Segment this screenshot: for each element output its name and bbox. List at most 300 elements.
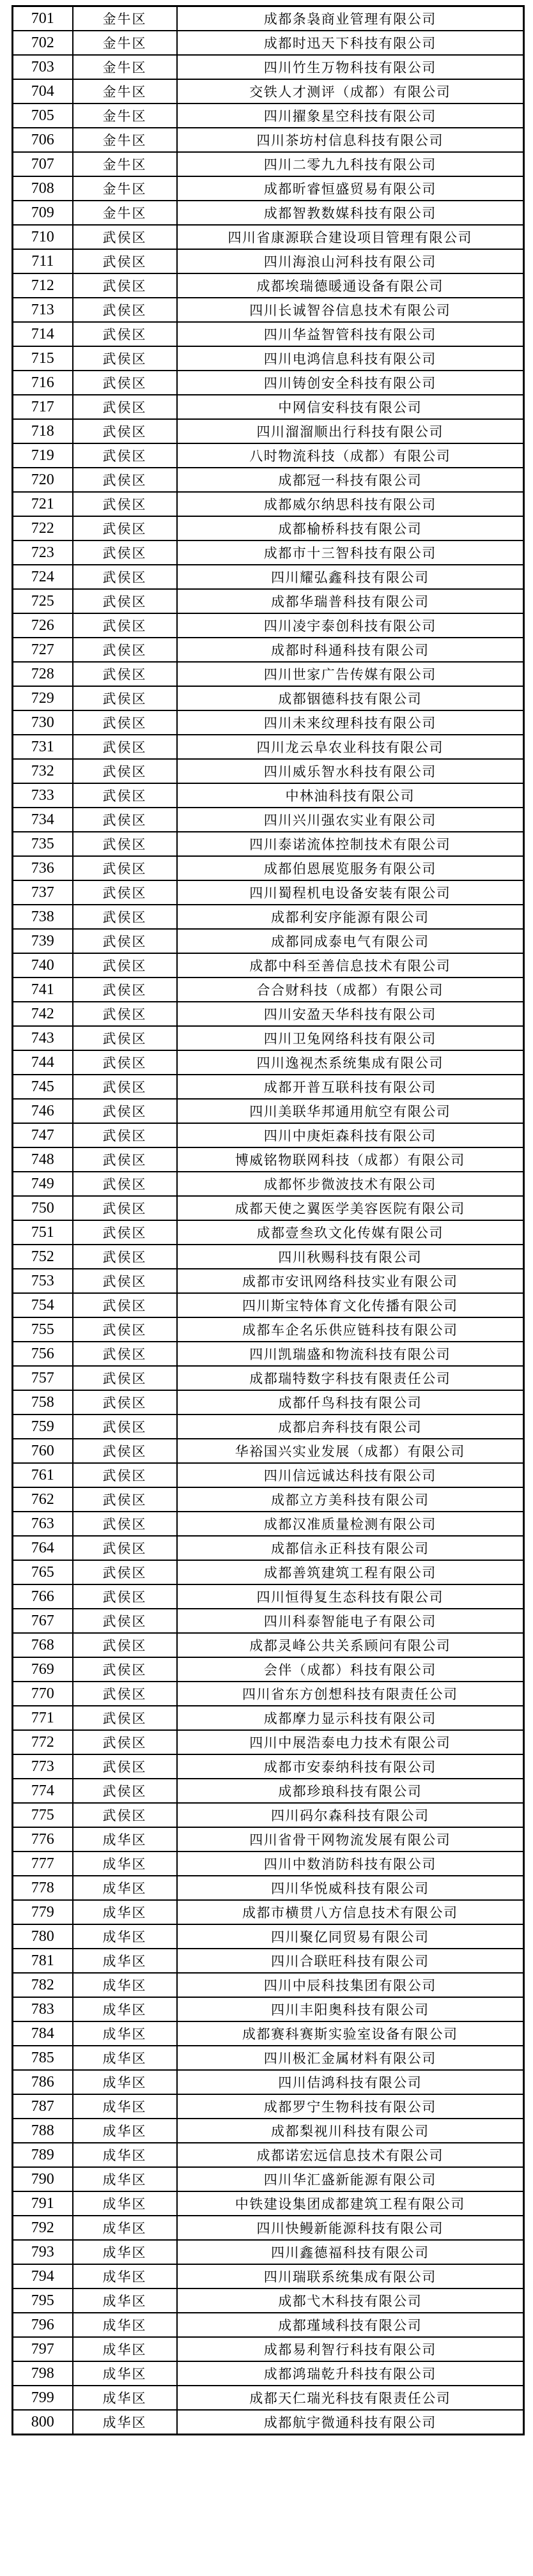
company-name-cell: 成都鸿瑞乾升科技有限公司 <box>177 2361 524 2386</box>
table-row <box>13 2386 524 2410</box>
row-number-cell: 756 <box>13 1342 73 1366</box>
row-number-cell: 784 <box>13 2021 73 2046</box>
row-number-cell: 748 <box>13 1147 73 1172</box>
table-row <box>13 1973 524 1997</box>
company-name-cell: 成都智教数媒科技有限公司 <box>177 201 524 225</box>
company-name-cell: 成都中科至善信息技术有限公司 <box>177 953 524 977</box>
district-cell: 武侯区 <box>73 1463 177 1487</box>
table-row <box>13 1609 524 1633</box>
table-row <box>13 1827 524 1851</box>
company-name-cell: 四川二零九九科技有限公司 <box>177 152 524 176</box>
row-number-cell: 773 <box>13 1754 73 1779</box>
company-name-cell: 四川省东方创想科技有限责任公司 <box>177 1682 524 1706</box>
table-row <box>13 468 524 492</box>
company-name-cell: 成都弋木科技有限公司 <box>177 2288 524 2313</box>
row-number-cell: 755 <box>13 1317 73 1342</box>
district-cell: 武侯区 <box>73 1342 177 1366</box>
row-number-cell: 796 <box>13 2313 73 2337</box>
company-name-cell: 华裕国兴实业发展（成都）有限公司 <box>177 1439 524 1463</box>
table-row <box>13 1002 524 1026</box>
table-row <box>13 1706 524 1730</box>
row-number-cell: 769 <box>13 1657 73 1682</box>
district-cell: 武侯区 <box>73 808 177 832</box>
company-name-cell: 成都伯恩展览服务有限公司 <box>177 856 524 880</box>
company-name-cell: 四川快鳗新能源科技有限公司 <box>177 2216 524 2240</box>
district-cell: 武侯区 <box>73 1293 177 1317</box>
table-row <box>13 2264 524 2288</box>
company-name-cell: 中林油科技有限公司 <box>177 783 524 808</box>
district-cell: 武侯区 <box>73 443 177 468</box>
district-cell: 武侯区 <box>73 905 177 929</box>
table-row <box>13 1196 524 1220</box>
company-name-cell: 四川凌宇泰创科技有限公司 <box>177 613 524 638</box>
table-row <box>13 1147 524 1172</box>
table-row <box>13 322 524 346</box>
row-number-cell: 754 <box>13 1293 73 1317</box>
row-number-cell: 781 <box>13 1949 73 1973</box>
row-number-cell: 762 <box>13 1487 73 1512</box>
district-cell: 金牛区 <box>73 6 177 31</box>
row-number-cell: 758 <box>13 1390 73 1414</box>
table-row <box>13 1924 524 1949</box>
district-cell: 武侯区 <box>73 1196 177 1220</box>
company-name-cell: 成都汉准质量检测有限公司 <box>177 1512 524 1536</box>
district-cell: 成华区 <box>73 1997 177 2021</box>
company-name-cell: 四川华悦威科技有限公司 <box>177 1876 524 1900</box>
company-name-cell: 成都市横贯八方信息技术有限公司 <box>177 1900 524 1924</box>
table-row <box>13 103 524 128</box>
row-number-cell: 741 <box>13 977 73 1002</box>
row-number-cell: 733 <box>13 783 73 808</box>
table-row <box>13 1633 524 1657</box>
row-number-cell: 723 <box>13 540 73 565</box>
district-cell: 武侯区 <box>73 516 177 540</box>
district-cell: 武侯区 <box>73 322 177 346</box>
company-name-cell: 四川科泰智能电子有限公司 <box>177 1609 524 1633</box>
company-name-cell: 四川擢象星空科技有限公司 <box>177 103 524 128</box>
district-cell: 武侯区 <box>73 1536 177 1560</box>
row-number-cell: 797 <box>13 2337 73 2361</box>
district-cell: 金牛区 <box>73 201 177 225</box>
company-name-cell: 成都时迅天下科技有限公司 <box>177 31 524 55</box>
company-name-cell: 四川逸视杰系统集成有限公司 <box>177 1050 524 1075</box>
company-name-cell: 成都天使之翼医学美容医院有限公司 <box>177 1196 524 1220</box>
district-cell: 成华区 <box>73 1973 177 1997</box>
company-name-cell: 成都壹叁玖文化传媒有限公司 <box>177 1220 524 1245</box>
district-cell: 武侯区 <box>73 1706 177 1730</box>
row-number-cell: 749 <box>13 1172 73 1196</box>
district-cell: 武侯区 <box>73 977 177 1002</box>
row-number-cell: 704 <box>13 79 73 103</box>
row-number-cell: 716 <box>13 371 73 395</box>
district-cell: 成华区 <box>73 1827 177 1851</box>
table-row <box>13 1584 524 1609</box>
district-cell: 武侯区 <box>73 1002 177 1026</box>
company-name-cell: 成都市安泰纳科技有限公司 <box>177 1754 524 1779</box>
table-row <box>13 1414 524 1439</box>
district-cell: 武侯区 <box>73 1317 177 1342</box>
company-name-cell: 四川丰阳奥科技有限公司 <box>177 1997 524 2021</box>
row-number-cell: 708 <box>13 176 73 201</box>
district-cell: 武侯区 <box>73 1439 177 1463</box>
table-row <box>13 1075 524 1099</box>
row-number-cell: 766 <box>13 1584 73 1609</box>
table-row <box>13 2119 524 2143</box>
district-cell: 武侯区 <box>73 225 177 249</box>
district-cell: 武侯区 <box>73 419 177 443</box>
table-row <box>13 346 524 371</box>
district-cell: 成华区 <box>73 2167 177 2191</box>
company-name-cell: 博威铭物联网科技（成都）有限公司 <box>177 1147 524 1172</box>
company-table <box>12 5 525 2435</box>
table-row <box>13 808 524 832</box>
row-number-cell: 761 <box>13 1463 73 1487</box>
table-row <box>13 1900 524 1924</box>
district-cell: 武侯区 <box>73 710 177 735</box>
table-row <box>13 1779 524 1803</box>
district-cell: 武侯区 <box>73 1172 177 1196</box>
table-row <box>13 152 524 176</box>
row-number-cell: 740 <box>13 953 73 977</box>
row-number-cell: 792 <box>13 2216 73 2240</box>
district-cell: 武侯区 <box>73 953 177 977</box>
district-cell: 武侯区 <box>73 613 177 638</box>
district-cell: 武侯区 <box>73 1730 177 1754</box>
row-number-cell: 753 <box>13 1269 73 1293</box>
table-row <box>13 6 524 31</box>
table-row <box>13 1317 524 1342</box>
company-name-cell: 成都航宇微通科技有限公司 <box>177 2410 524 2435</box>
row-number-cell: 742 <box>13 1002 73 1026</box>
table-row <box>13 371 524 395</box>
table-row <box>13 1245 524 1269</box>
district-cell: 成华区 <box>73 2070 177 2094</box>
table-row <box>13 443 524 468</box>
company-name-cell: 成都车企名乐供应链科技有限公司 <box>177 1317 524 1342</box>
table-row <box>13 953 524 977</box>
district-cell: 武侯区 <box>73 1779 177 1803</box>
table-row <box>13 298 524 322</box>
company-name-cell: 四川电鸿信息科技有限公司 <box>177 346 524 371</box>
company-name-cell: 四川龙云阜农业科技有限公司 <box>177 735 524 759</box>
company-name-cell: 四川中展浩泰电力技术有限公司 <box>177 1730 524 1754</box>
row-number-cell: 760 <box>13 1439 73 1463</box>
table-row <box>13 710 524 735</box>
company-name-cell: 成都市安讯网络科技实业有限公司 <box>177 1269 524 1293</box>
row-number-cell: 709 <box>13 201 73 225</box>
company-name-cell: 四川鑫德福科技有限公司 <box>177 2240 524 2264</box>
company-name-cell: 四川合联旺科技有限公司 <box>177 1949 524 1973</box>
district-cell: 武侯区 <box>73 929 177 953</box>
table-row <box>13 1269 524 1293</box>
table-row <box>13 1172 524 1196</box>
company-name-cell: 成都灵峰公共关系顾问有限公司 <box>177 1633 524 1657</box>
company-name-cell: 交铁人才测评（成都）有限公司 <box>177 79 524 103</box>
district-cell: 成华区 <box>73 2021 177 2046</box>
company-name-cell: 成都怀步微波技术有限公司 <box>177 1172 524 1196</box>
company-name-cell: 四川茶坊村信息科技有限公司 <box>177 128 524 152</box>
row-number-cell: 714 <box>13 322 73 346</box>
row-number-cell: 738 <box>13 905 73 929</box>
company-name-cell: 成都榆桥科技有限公司 <box>177 516 524 540</box>
company-name-cell: 成都诺宏远信息技术有限公司 <box>177 2143 524 2167</box>
district-cell: 武侯区 <box>73 1123 177 1147</box>
district-cell: 成华区 <box>73 2337 177 2361</box>
district-cell: 成华区 <box>73 2410 177 2435</box>
table-row <box>13 516 524 540</box>
row-number-cell: 715 <box>13 346 73 371</box>
company-name-cell: 成都同成泰电气有限公司 <box>177 929 524 953</box>
table-row <box>13 1026 524 1050</box>
row-number-cell: 736 <box>13 856 73 880</box>
row-number-cell: 712 <box>13 273 73 298</box>
district-cell: 武侯区 <box>73 1220 177 1245</box>
row-number-cell: 789 <box>13 2143 73 2167</box>
company-name-cell: 四川凯瑞盛和物流科技有限公司 <box>177 1342 524 1366</box>
district-cell: 武侯区 <box>73 880 177 905</box>
district-cell: 武侯区 <box>73 273 177 298</box>
district-cell: 武侯区 <box>73 492 177 516</box>
table-row <box>13 79 524 103</box>
row-number-cell: 731 <box>13 735 73 759</box>
row-number-cell: 726 <box>13 613 73 638</box>
table-row <box>13 2313 524 2337</box>
table-row <box>13 176 524 201</box>
district-cell: 武侯区 <box>73 371 177 395</box>
company-name-cell: 四川极汇金属材料有限公司 <box>177 2046 524 2070</box>
district-cell: 武侯区 <box>73 1269 177 1293</box>
district-cell: 金牛区 <box>73 31 177 55</box>
row-number-cell: 759 <box>13 1414 73 1439</box>
table-row <box>13 1536 524 1560</box>
company-name-cell: 成都威尔纳思科技有限公司 <box>177 492 524 516</box>
row-number-cell: 768 <box>13 1633 73 1657</box>
table-row <box>13 2337 524 2361</box>
table-row <box>13 1050 524 1075</box>
row-number-cell: 790 <box>13 2167 73 2191</box>
row-number-cell: 744 <box>13 1050 73 1075</box>
company-name-cell: 四川竹生万物科技有限公司 <box>177 55 524 79</box>
district-cell: 成华区 <box>73 2119 177 2143</box>
row-number-cell: 791 <box>13 2191 73 2216</box>
row-number-cell: 721 <box>13 492 73 516</box>
row-number-cell: 707 <box>13 152 73 176</box>
district-cell: 金牛区 <box>73 55 177 79</box>
table-row <box>13 2216 524 2240</box>
district-cell: 武侯区 <box>73 540 177 565</box>
district-cell: 武侯区 <box>73 759 177 783</box>
row-number-cell: 739 <box>13 929 73 953</box>
table-row <box>13 2191 524 2216</box>
company-name-cell: 四川省骨干网物流发展有限公司 <box>177 1827 524 1851</box>
company-name-cell: 四川长诚智谷信息技术有限公司 <box>177 298 524 322</box>
row-number-cell: 763 <box>13 1512 73 1536</box>
company-name-cell: 四川铸创安全科技有限公司 <box>177 371 524 395</box>
table-row <box>13 613 524 638</box>
table-row <box>13 225 524 249</box>
table-row <box>13 1754 524 1779</box>
district-cell: 武侯区 <box>73 249 177 273</box>
row-number-cell: 734 <box>13 808 73 832</box>
table-row <box>13 1851 524 1876</box>
district-cell: 金牛区 <box>73 103 177 128</box>
district-cell: 成华区 <box>73 1876 177 1900</box>
company-name-cell: 成都仟鸟科技有限公司 <box>177 1390 524 1414</box>
row-number-cell: 777 <box>13 1851 73 1876</box>
company-name-cell: 会伴（成都）科技有限公司 <box>177 1657 524 1682</box>
district-cell: 成华区 <box>73 2386 177 2410</box>
district-cell: 成华区 <box>73 2094 177 2119</box>
company-name-cell: 四川秋赐科技有限公司 <box>177 1245 524 1269</box>
district-cell: 武侯区 <box>73 1050 177 1075</box>
company-name-cell: 成都铟德科技有限公司 <box>177 686 524 710</box>
row-number-cell: 732 <box>13 759 73 783</box>
company-name-cell: 成都昕睿恒盛贸易有限公司 <box>177 176 524 201</box>
table-row <box>13 1997 524 2021</box>
table-row <box>13 1657 524 1682</box>
district-cell: 成华区 <box>73 1851 177 1876</box>
table-row <box>13 589 524 613</box>
table-row <box>13 1123 524 1147</box>
row-number-cell: 745 <box>13 1075 73 1099</box>
table-row <box>13 686 524 710</box>
company-name-cell: 成都利安序能源有限公司 <box>177 905 524 929</box>
table-row <box>13 1366 524 1390</box>
row-number-cell: 705 <box>13 103 73 128</box>
company-name-cell: 成都珍琅科技有限公司 <box>177 1779 524 1803</box>
row-number-cell: 794 <box>13 2264 73 2288</box>
row-number-cell: 729 <box>13 686 73 710</box>
company-table-body <box>13 6 524 2435</box>
company-name-cell: 四川省康源联合建设项目管理有限公司 <box>177 225 524 249</box>
district-cell: 金牛区 <box>73 79 177 103</box>
table-row <box>13 929 524 953</box>
district-cell: 武侯区 <box>73 783 177 808</box>
company-name-cell: 成都瑾域科技有限公司 <box>177 2313 524 2337</box>
district-cell: 武侯区 <box>73 856 177 880</box>
table-row <box>13 1463 524 1487</box>
row-number-cell: 720 <box>13 468 73 492</box>
district-cell: 金牛区 <box>73 152 177 176</box>
district-cell: 武侯区 <box>73 1609 177 1633</box>
company-name-cell: 四川信远诚达科技有限公司 <box>177 1463 524 1487</box>
district-cell: 武侯区 <box>73 832 177 856</box>
row-number-cell: 703 <box>13 55 73 79</box>
row-number-cell: 706 <box>13 128 73 152</box>
row-number-cell: 764 <box>13 1536 73 1560</box>
table-row <box>13 880 524 905</box>
row-number-cell: 788 <box>13 2119 73 2143</box>
company-name-cell: 八时物流科技（成都）有限公司 <box>177 443 524 468</box>
company-name-cell: 四川蜀程机电设备安装有限公司 <box>177 880 524 905</box>
table-row <box>13 1390 524 1414</box>
table-row <box>13 1730 524 1754</box>
table-row <box>13 31 524 55</box>
row-number-cell: 767 <box>13 1609 73 1633</box>
table-row <box>13 1949 524 1973</box>
company-name-cell: 成都天仁瑞光科技有限责任公司 <box>177 2386 524 2410</box>
table-row <box>13 905 524 929</box>
company-name-cell: 四川中辰科技集团有限公司 <box>177 1973 524 1997</box>
table-row <box>13 2021 524 2046</box>
table-row <box>13 1803 524 1827</box>
company-name-cell: 四川瑞联系统集成有限公司 <box>177 2264 524 2288</box>
company-name-cell: 四川世家广告传媒有限公司 <box>177 662 524 686</box>
table-row <box>13 395 524 419</box>
company-name-cell: 四川耀弘鑫科技有限公司 <box>177 565 524 589</box>
district-cell: 成华区 <box>73 2216 177 2240</box>
district-cell: 武侯区 <box>73 638 177 662</box>
table-row <box>13 1439 524 1463</box>
company-name-cell: 四川斯宝特体育文化传播有限公司 <box>177 1293 524 1317</box>
row-number-cell: 702 <box>13 31 73 55</box>
row-number-cell: 751 <box>13 1220 73 1245</box>
row-number-cell: 725 <box>13 589 73 613</box>
row-number-cell: 775 <box>13 1803 73 1827</box>
district-cell: 武侯区 <box>73 662 177 686</box>
table-row <box>13 55 524 79</box>
district-cell: 武侯区 <box>73 589 177 613</box>
district-cell: 武侯区 <box>73 1560 177 1584</box>
table-row <box>13 1293 524 1317</box>
district-cell: 成华区 <box>73 2143 177 2167</box>
district-cell: 武侯区 <box>73 1245 177 1269</box>
district-cell: 武侯区 <box>73 1803 177 1827</box>
district-cell: 武侯区 <box>73 1657 177 1682</box>
row-number-cell: 750 <box>13 1196 73 1220</box>
table-row <box>13 1099 524 1123</box>
table-row <box>13 638 524 662</box>
company-name-cell: 成都瑞特数字科技有限责任公司 <box>177 1366 524 1390</box>
district-cell: 武侯区 <box>73 1026 177 1050</box>
row-number-cell: 780 <box>13 1924 73 1949</box>
company-name-cell: 四川美联华邦通用航空有限公司 <box>177 1099 524 1123</box>
table-row <box>13 1487 524 1512</box>
table-row <box>13 249 524 273</box>
company-name-cell: 四川海浪山河科技有限公司 <box>177 249 524 273</box>
row-number-cell: 800 <box>13 2410 73 2435</box>
district-cell: 武侯区 <box>73 1754 177 1779</box>
row-number-cell: 770 <box>13 1682 73 1706</box>
district-cell: 成华区 <box>73 2264 177 2288</box>
company-name-cell: 成都开普互联科技有限公司 <box>177 1075 524 1099</box>
company-name-cell: 四川中庚炬森科技有限公司 <box>177 1123 524 1147</box>
company-name-cell: 四川佶鸿科技有限公司 <box>177 2070 524 2094</box>
row-number-cell: 735 <box>13 832 73 856</box>
district-cell: 武侯区 <box>73 735 177 759</box>
district-cell: 金牛区 <box>73 128 177 152</box>
row-number-cell: 743 <box>13 1026 73 1050</box>
district-cell: 武侯区 <box>73 346 177 371</box>
company-name-cell: 成都赛科赛斯实验室设备有限公司 <box>177 2021 524 2046</box>
district-cell: 武侯区 <box>73 298 177 322</box>
district-cell: 武侯区 <box>73 1075 177 1099</box>
row-number-cell: 737 <box>13 880 73 905</box>
company-name-cell: 成都冠一科技有限公司 <box>177 468 524 492</box>
table-row <box>13 201 524 225</box>
company-name-cell: 成都立方美科技有限公司 <box>177 1487 524 1512</box>
row-number-cell: 772 <box>13 1730 73 1754</box>
company-name-cell: 成都启奔科技有限公司 <box>177 1414 524 1439</box>
district-cell: 武侯区 <box>73 686 177 710</box>
row-number-cell: 746 <box>13 1099 73 1123</box>
table-row <box>13 783 524 808</box>
table-row <box>13 273 524 298</box>
table-row <box>13 1342 524 1366</box>
row-number-cell: 786 <box>13 2070 73 2094</box>
table-row <box>13 1560 524 1584</box>
company-name-cell: 四川华益智管科技有限公司 <box>177 322 524 346</box>
